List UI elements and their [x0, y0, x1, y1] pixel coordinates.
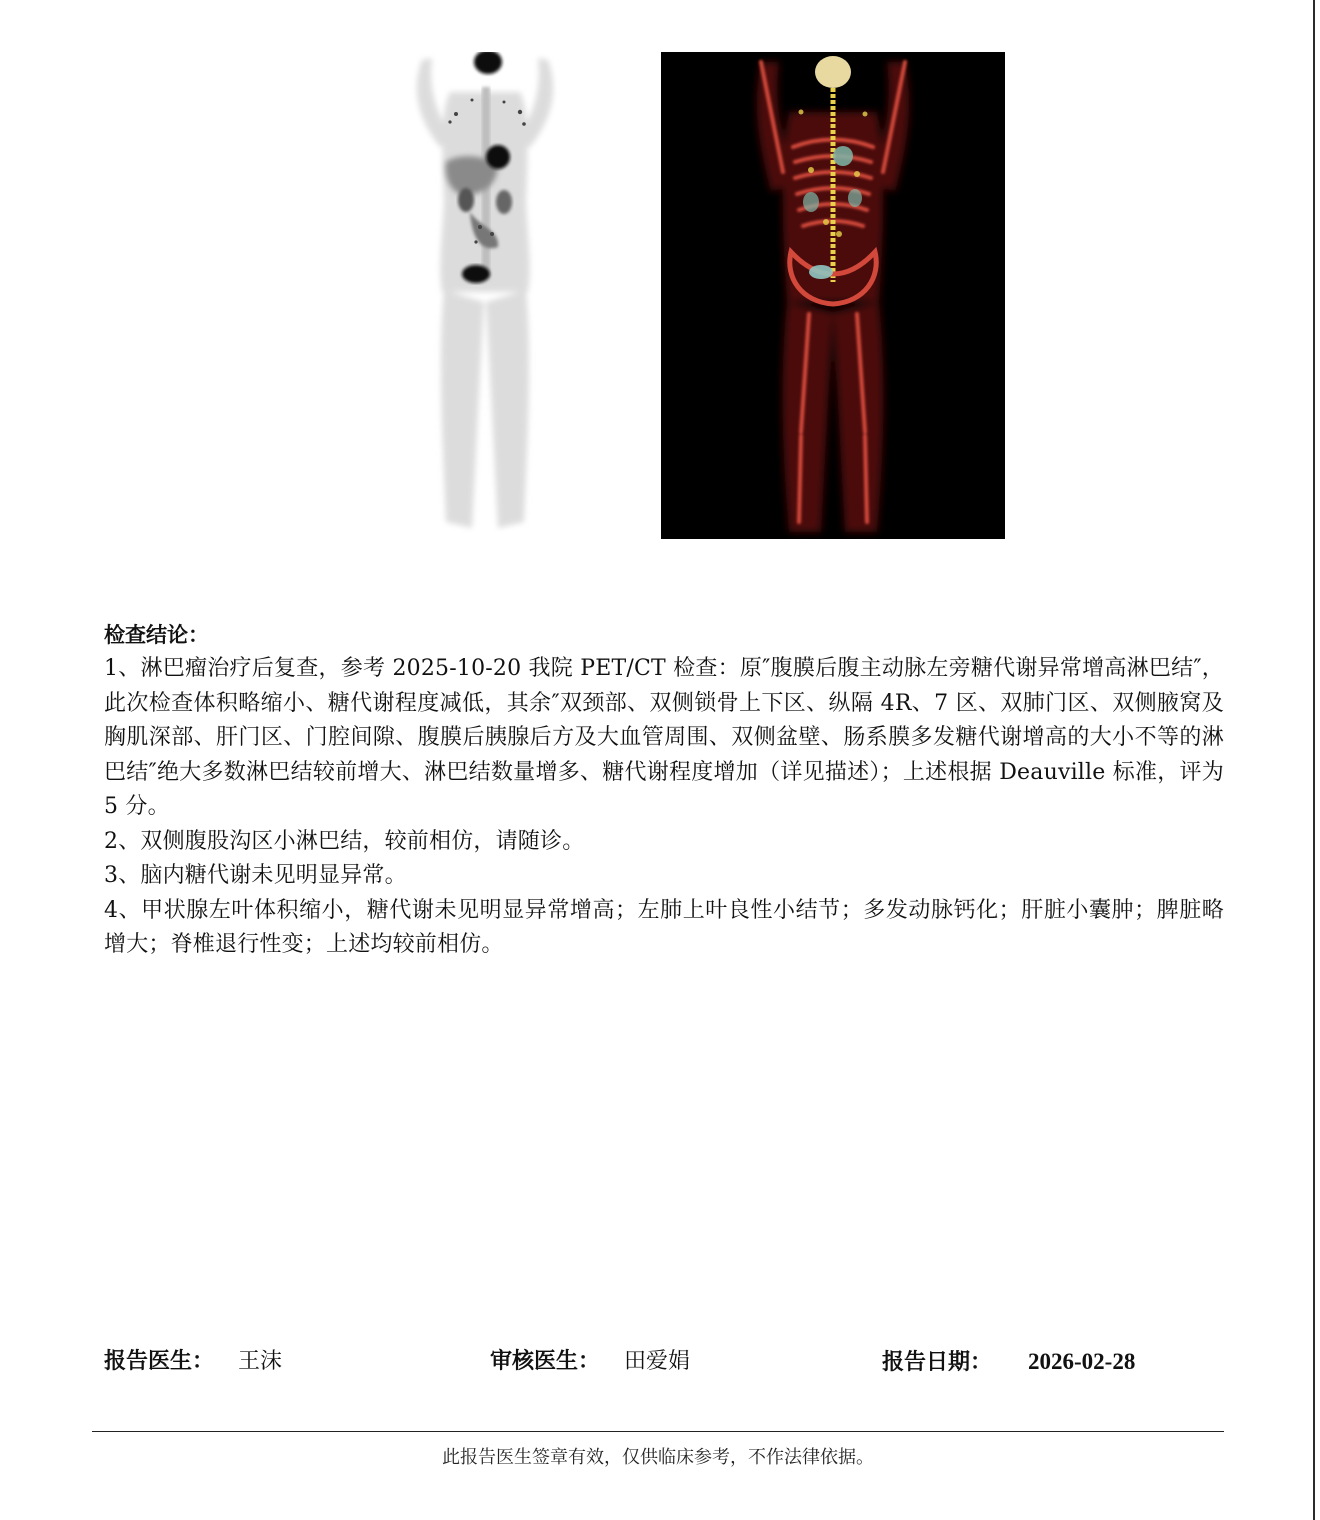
conclusion-item-2: 2、双侧腹股沟区小淋巴结，较前相仿，请随诊。	[104, 828, 585, 854]
date-value: 2026-02-28	[1028, 1349, 1136, 1374]
reviewer-label: 审核医生：	[490, 1349, 601, 1374]
conclusion-section	[104, 618, 1224, 963]
conclusion-item-4: 4、甲状腺左叶体积缩小，糖代谢未见明显异常增高；左肺上叶良性小结节；多发动脉钙化；肝脏小囊肿；脾脏略增大；脊椎退行性变；上述均较前相仿。	[104, 897, 1224, 957]
reporting-physician	[104, 1342, 282, 1382]
footer-divider	[92, 1431, 1224, 1432]
conclusion-item-1: 1、淋巴瘤治疗后复查，参考 2025-10-20 我院 PET/CT 检查：原″腹膜后腹主动脉左旁糖代谢异常增高淋巴结″，此次检查体积略缩小、糖代谢程度减低，其余″双颈部、双侧锁骨上下区、纵隔 4R、7 区、双肺门区、双侧腋窝及胸肌深部、肝门区、门腔间隙、腹膜后胰腺后方及大血管周围、双侧盆壁、肠系膜多发糖代谢增高的大小不等的淋巴结″绝大多数淋巴结较前增大、淋巴结数量增多、糖代谢程度增加（详见描述）；上述根据 Deauville 标准，评为 5 分。	[104, 656, 1224, 819]
reviewing-physician	[490, 1342, 690, 1382]
reviewer-name: 田爱娟	[624, 1349, 691, 1374]
reporter-label: 报告医生：	[104, 1349, 215, 1374]
conclusion-title: 检查结论：	[104, 623, 209, 647]
conclusion-item-3: 3、脑内糖代谢未见明显异常。	[104, 863, 407, 888]
pet-ct-fusion-image	[661, 52, 1005, 539]
reporter-name: 王沫	[238, 1349, 283, 1374]
page-edge-line	[1313, 0, 1315, 1520]
footer-disclaimer: 此报告医生签章有效，仅供临床参考，不作法律依据。	[442, 1447, 874, 1468]
date-label: 报告日期：	[882, 1350, 993, 1375]
report-date	[882, 1342, 1135, 1382]
pet-mip-image	[380, 52, 590, 540]
